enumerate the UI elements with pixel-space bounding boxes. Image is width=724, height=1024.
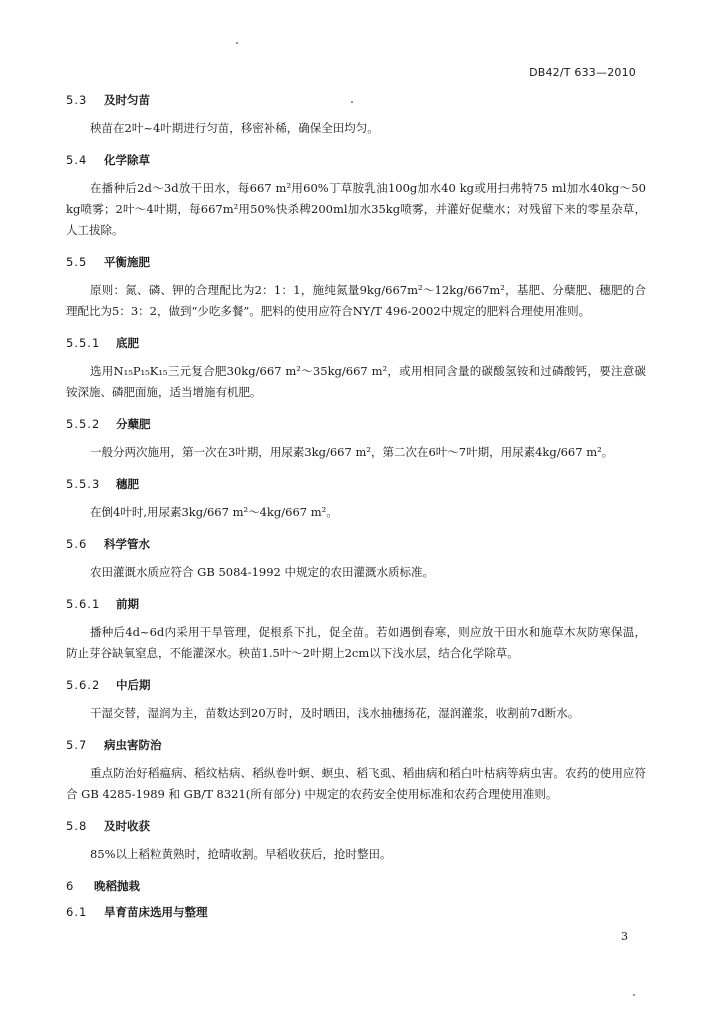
document-body bbox=[66, 92, 646, 920]
section-number: 5.5 bbox=[66, 255, 88, 269]
section-title: 穗肥 bbox=[116, 477, 139, 491]
section-heading bbox=[66, 335, 646, 351]
section-heading bbox=[66, 536, 646, 552]
section-number: 5.5.2 bbox=[66, 417, 101, 431]
section-title: 平衡施肥 bbox=[104, 255, 150, 269]
section-heading bbox=[66, 416, 646, 432]
paragraph: 原则：氮、磷、钾的合理配比为2：1：1，施纯氮量9kg/667m²～12kg/667m²，基肥、分蘖肥、穗肥的合理配比为5：3：2，做到“少吃多餐”。肥料的使用应符合NY/T 496-2002中规定的肥料合理使用准则。 bbox=[66, 283, 646, 318]
section-title: 分蘖肥 bbox=[116, 417, 151, 431]
paragraph: 播种后4d~6d内采用干旱管理，促根系下扎，促全苗。若如遇倒春寒，则应放干田水和施草木灰防寒保温，防止芽谷缺氧窒息，不能灌深水。秧苗1.5叶～2叶期上2cm以下浅水层，结合化学除草。 bbox=[66, 625, 646, 660]
chapter-heading bbox=[66, 878, 646, 894]
scan-speck bbox=[236, 42, 238, 44]
scan-speck bbox=[351, 101, 353, 103]
section-title: 旱育苗床选用与整理 bbox=[104, 905, 208, 919]
section-heading bbox=[66, 904, 646, 920]
section-number: 5.7 bbox=[66, 738, 88, 752]
section-heading bbox=[66, 596, 646, 612]
section-number: 5.5.1 bbox=[66, 336, 101, 350]
scan-speck bbox=[633, 994, 635, 996]
paragraph: 干湿交替，湿润为主，苗数达到20万时，及时晒田，浅水抽穗扬花，湿润灌浆，收割前7d断水。 bbox=[90, 706, 580, 720]
section-heading bbox=[66, 92, 646, 108]
section-title: 晚稻抛栽 bbox=[94, 879, 140, 893]
section-number: 5.6.2 bbox=[66, 678, 101, 692]
paragraph: 85%以上稻粒黄熟时，抢晴收割。早稻收获后，抢时整田。 bbox=[90, 847, 392, 861]
paragraph: 选用N₁₅P₁₅K₁₅三元复合肥30kg/667 m²～35kg/667 m²，或用相同含量的碳酸氢铵和过磷酸钙，要注意碳铵深施、磷肥面施，适当增施有机肥。 bbox=[66, 364, 646, 399]
standard-number: DB42/T 633—2010 bbox=[529, 66, 636, 79]
paragraph: 一般分两次施用，第一次在3叶期，用尿素3kg/667 m²，第二次在6叶～7叶期，用尿素4kg/667 m²。 bbox=[90, 445, 614, 459]
section-number: 5.6 bbox=[66, 537, 88, 551]
section-title: 及时收获 bbox=[104, 819, 150, 833]
section-number: 5.3 bbox=[66, 93, 88, 107]
paragraph: 农田灌溉水质应符合 GB 5084-1992 中规定的农田灌溉水质标准。 bbox=[90, 565, 435, 579]
section-title: 前期 bbox=[116, 597, 139, 611]
section-heading bbox=[66, 818, 646, 834]
section-title: 及时匀苗 bbox=[104, 93, 150, 107]
section-title: 中后期 bbox=[116, 678, 151, 692]
section-number: 6 bbox=[66, 879, 75, 893]
paragraph: 在播种后2d～3d放干田水，每667 m²用60%丁草胺乳油100g加水40 kg或用扫弗特75 ml加水40kg～50 kg喷雾；2叶～4叶期，每667m²用50%快杀稗200ml加水35kg喷雾，并灌好促蘖水；对残留下来的零星杂草，人工拔除。 bbox=[66, 181, 646, 237]
section-heading bbox=[66, 677, 646, 693]
section-title: 底肥 bbox=[116, 336, 139, 350]
section-number: 5.6.1 bbox=[66, 597, 101, 611]
paragraph: 在倒4叶时,用尿素3kg/667 m²～4kg/667 m²。 bbox=[90, 505, 338, 519]
section-title: 病虫害防治 bbox=[104, 738, 162, 752]
section-number: 6.1 bbox=[66, 905, 88, 919]
section-title: 化学除草 bbox=[104, 153, 150, 167]
section-heading bbox=[66, 476, 646, 492]
section-heading bbox=[66, 152, 646, 168]
section-number: 5.8 bbox=[66, 819, 88, 833]
paragraph: 秧苗在2叶~4叶期进行匀苗，移密补稀，确保全田均匀。 bbox=[90, 121, 379, 135]
paragraph: 重点防治好稻瘟病、稻纹枯病、稻纵卷叶螟、螟虫、稻飞虱、稻曲病和稻白叶枯病等病虫害。农药的使用应符合 GB 4285-1989 和 GB/T 8321(所有部分) 中规定的农药安全使用标准和农药合理使用准则。 bbox=[66, 766, 646, 801]
section-number: 5.4 bbox=[66, 153, 88, 167]
section-heading bbox=[66, 254, 646, 270]
section-heading bbox=[66, 737, 646, 753]
section-title: 科学管水 bbox=[104, 537, 150, 551]
page-number: 3 bbox=[621, 930, 628, 943]
section-number: 5.5.3 bbox=[66, 477, 101, 491]
